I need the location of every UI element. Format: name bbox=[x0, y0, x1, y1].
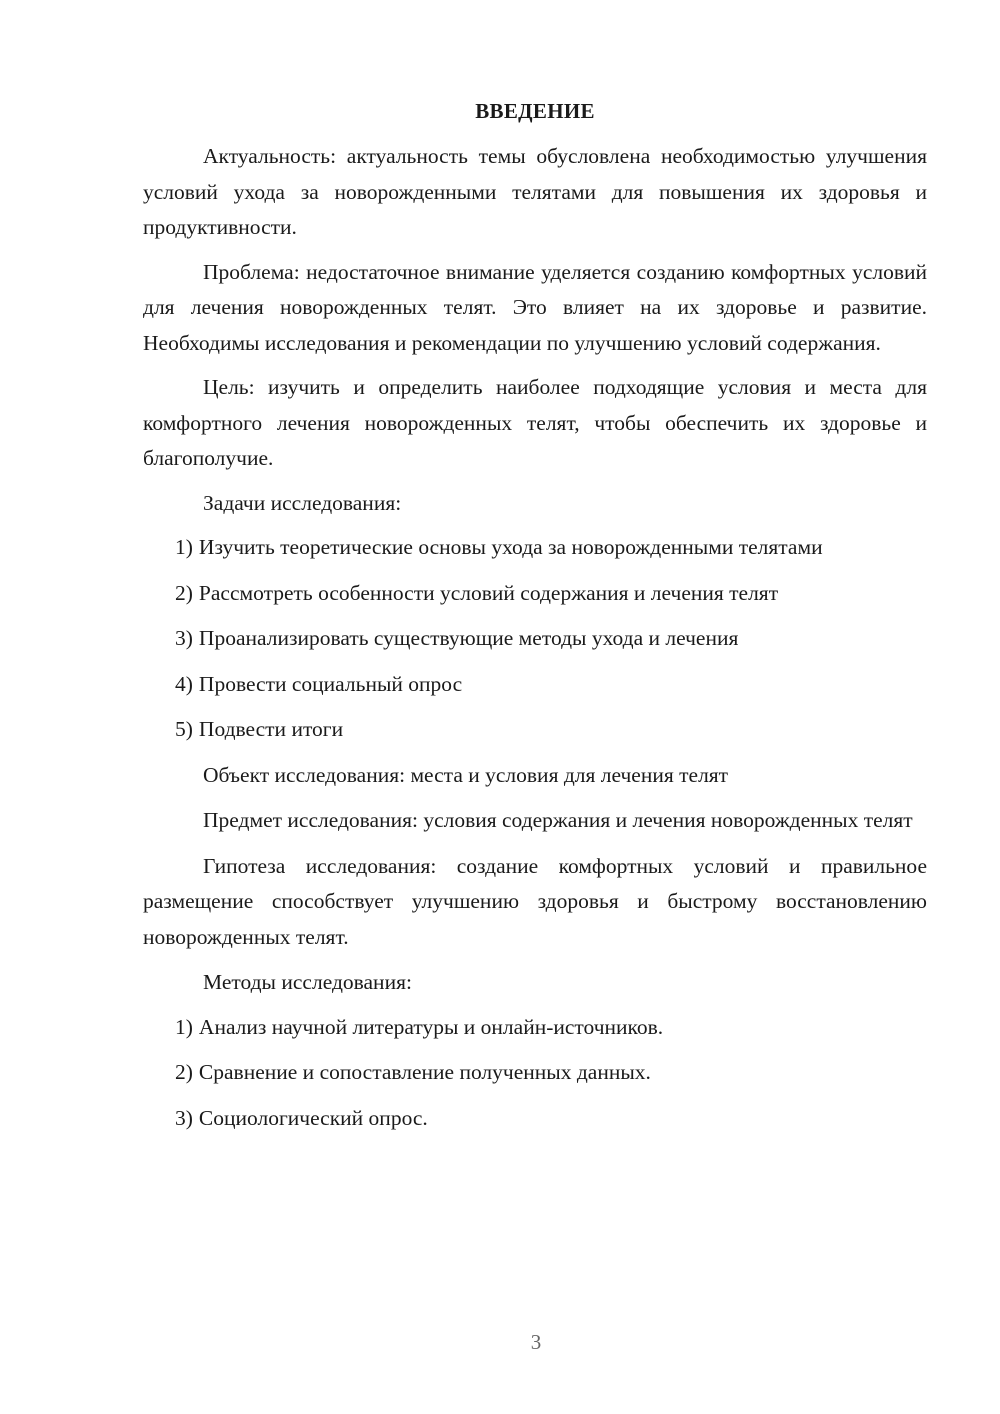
document-page bbox=[143, 96, 927, 1136]
task-item bbox=[175, 712, 927, 748]
task-item bbox=[175, 621, 927, 657]
task-text: Проанализировать существующие методы ухода и лечения bbox=[198, 626, 739, 650]
task-text: Подвести итоги bbox=[198, 717, 344, 741]
paragraph-goal: Цель: изучить и определить наиболее подходящие условия и места для комфортного лечения новорожденных телят, чтобы обеспечить их здоровье и благополучие. bbox=[143, 375, 927, 470]
task-number: 2) bbox=[175, 580, 193, 605]
task-number: 4) bbox=[175, 671, 193, 696]
methods-heading: Методы исследования: bbox=[203, 970, 412, 994]
document-title: ВВЕДЕНИЕ bbox=[475, 99, 595, 123]
method-text: Социологический опрос. bbox=[198, 1105, 428, 1130]
task-number: 5) bbox=[175, 717, 193, 741]
task-text: Рассмотреть особенности условий содержания и лечения телят bbox=[198, 580, 779, 605]
paragraph-problem: Проблема: недостаточное внимание уделяется созданию комфортных условий для лечения новорожденных телят. Это влияет на их здоровье и развитие. Необходимы исследования и рекомендации по улучшению условий содержания. bbox=[143, 259, 927, 355]
paragraph-relevance: Актуальность: актуальность темы обусловлена необходимостью улучшения условий ухода за новорожденными телятами для повышения их здоровья и продуктивности. bbox=[143, 144, 927, 239]
method-number: 1) bbox=[175, 1014, 193, 1039]
method-item bbox=[175, 1010, 927, 1046]
task-number: 1) bbox=[175, 535, 193, 559]
method-text: Сравнение и сопоставление полученных данных. bbox=[198, 1060, 651, 1084]
paragraph-object: Объект исследования: места и условия для лечения телят bbox=[203, 762, 729, 787]
paragraph-subject: Предмет исследования: условия содержания и лечения новорожденных телят bbox=[203, 808, 913, 832]
task-text: Провести социальный опрос bbox=[198, 671, 463, 696]
method-number: 3) bbox=[175, 1105, 193, 1130]
method-text: Анализ научной литературы и онлайн-источников. bbox=[198, 1014, 664, 1039]
task-item bbox=[175, 576, 927, 612]
tasks-heading: Задачи исследования: bbox=[203, 490, 402, 515]
method-number: 2) bbox=[175, 1060, 193, 1084]
method-item bbox=[175, 1101, 927, 1137]
method-item bbox=[175, 1055, 927, 1091]
task-text: Изучить теоретические основы ухода за новорожденными телятами bbox=[198, 535, 823, 559]
task-number: 3) bbox=[175, 626, 193, 650]
task-item bbox=[175, 530, 927, 566]
page-number: 3 bbox=[530, 1330, 542, 1354]
task-item bbox=[175, 667, 927, 703]
paragraph-hypothesis: Гипотеза исследования: создание комфортных условий и правильное размещение способствует улучшению здоровья и быстрому восстановлению новорожденных телят. bbox=[143, 853, 927, 949]
